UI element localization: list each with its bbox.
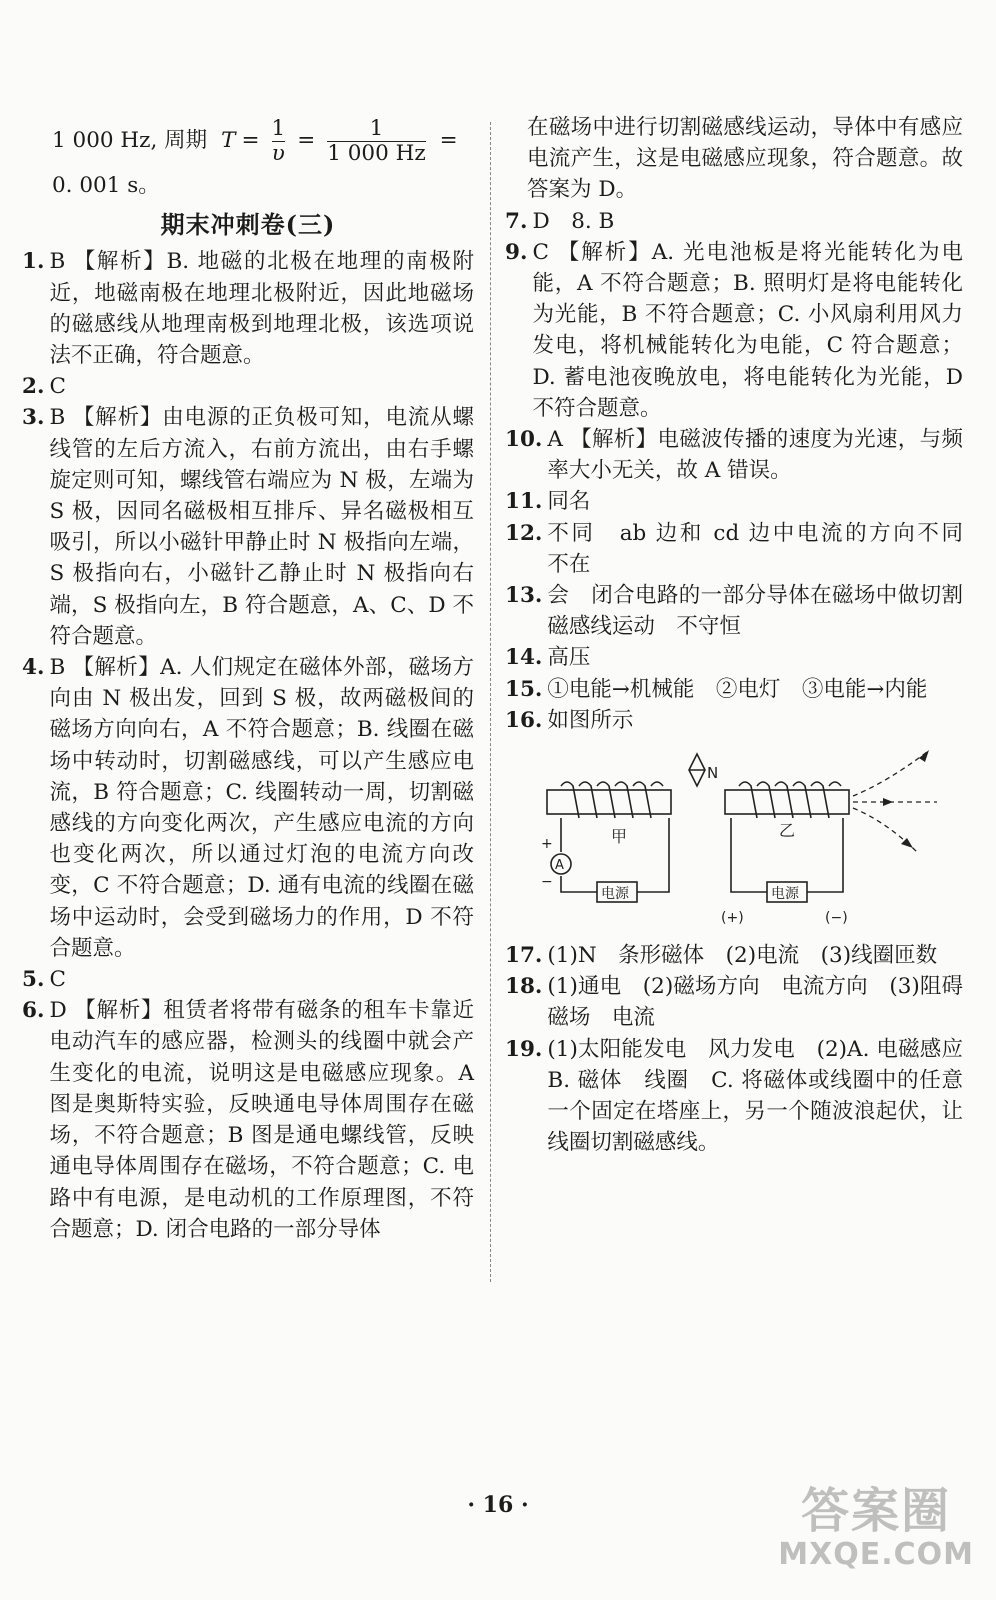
item-text: D 8. B (532, 208, 615, 234)
answer-item-7-8 (505, 206, 963, 237)
answer-item-17 (505, 940, 963, 971)
solenoid-left-core (547, 790, 671, 814)
watermark-logo (778, 1472, 974, 1572)
formula-line (22, 112, 474, 170)
fraction-one-over-frequency (327, 117, 425, 166)
item-number: 5. (22, 967, 45, 993)
answer-item-3 (22, 402, 474, 652)
item-text: (1)太阳能发电 风力发电 (2)A. 电磁感应 B. 磁体 线圈 C. 将磁体或线圈中的任意一个固定在塔座上，另一个随波浪起伏，让线圈切割磁感线。 (547, 1036, 985, 1156)
field-arrow-middle (883, 798, 893, 806)
item-number: 2. (22, 374, 45, 400)
fraction-1-denominator: υ (271, 140, 285, 166)
item-text: A 【解析】电磁波传播的速度为光速，与频率大小无关，故 A 错误。 (547, 427, 963, 484)
item-number: 14. (505, 645, 543, 671)
answer-item-18 (505, 971, 985, 1033)
item-text: 不同 ab 边和 cd 边中电流的方向不同 不在 (547, 520, 985, 577)
answer-item-6 (22, 995, 474, 1245)
positive-terminal-label: (+) (721, 910, 744, 927)
field-arrow-upper (919, 750, 929, 762)
answer-item-15 (505, 674, 963, 705)
field-arrow-lower (901, 838, 913, 848)
item-number: 9. (505, 239, 528, 265)
item-number: 17. (505, 943, 543, 969)
item-6-continuation: 在磁场中进行切割磁感线运动，导体中有感应电流产生，这是电磁感应现象，符合题意。故答案为 D。 (527, 115, 963, 203)
item-number: 18. (505, 974, 543, 1000)
watermark-url: MXQE.COM (778, 1537, 974, 1572)
answer-item-9 (505, 237, 963, 424)
page-number: · 16 · (467, 1492, 529, 1518)
compass-needle (689, 754, 705, 786)
right-column (505, 112, 985, 1158)
formula-equals-2: = (297, 128, 316, 154)
section-title: 期末冲刺卷(三) (160, 210, 336, 240)
field-line-upper (853, 752, 927, 796)
formula-lead: 1 000 Hz, 周期 (52, 128, 208, 154)
watermark-chinese: 答案圈 (801, 1483, 952, 1539)
compass-north-label: N (707, 764, 719, 783)
answer-item-10 (505, 424, 963, 486)
ammeter-a-label: A (555, 858, 564, 874)
formula-symbol-t: T (221, 128, 236, 154)
fraction-2-numerator: 1 (369, 115, 384, 141)
fraction-1-numerator: 1 (271, 115, 286, 141)
item-text: B 【解析】由电源的正负极可知，电流从螺线管的左后方流入，右前方流出，由右手螺旋定则可知，螺线管右端应为 N 极，左端为 S 极，因同名磁极相互排斥、异名磁极相互吸引，所以小磁针甲静止时 N 极指向左端，S 极指向右，小磁针乙静止时 N 极指向右端，S 极指向左，B 符合题意，A、C、D 不符合题意。 (49, 405, 474, 649)
fraction-2-denominator: 1 000 Hz (327, 140, 426, 166)
formula-equals-3: = (439, 128, 458, 154)
formula-equals-1: = (241, 128, 260, 154)
circuit-diagram (527, 742, 957, 932)
negative-terminal-label: (−) (825, 910, 848, 927)
item-text: 会 闭合电路的一部分导体在磁场中做切割磁感线运动 不守恒 (547, 583, 963, 640)
answer-item-12 (505, 518, 985, 580)
answer-item-5 (22, 964, 474, 995)
item-number: 13. (505, 583, 543, 609)
solenoid-right-coil (739, 782, 841, 818)
right-source-label: 电源 (771, 886, 799, 903)
answer-item-19 (505, 1034, 985, 1159)
item-number: 11. (505, 489, 543, 515)
item-number: 3. (22, 405, 45, 431)
item-text: C (49, 967, 66, 993)
answer-item-13 (505, 580, 963, 642)
item-number: 4. (22, 655, 45, 681)
item-text: D 【解析】租赁者将带有磁条的租车卡靠近电动汽车的感应器，检测头的线圈中就会产生变化的电流，说明这是电磁感应现象。A 图是奥斯特实验，反映通电导体周围存在磁场，不符合题意；B 图是通电螺线管，反映通电导体周围存在磁场，不符合题意；C. 电路中有电源，是电动机的工作原理图，不符合题意；D. 闭合电路的一部分导体 (49, 998, 474, 1242)
item-number: 12. (505, 520, 543, 546)
answer-item-4 (22, 652, 474, 964)
item-text: B 【解析】B. 地磁的北极在地理的南极附近，地磁南极在地理北极附近，因此地磁场的磁感线从地理南极到地理北极，该选项说法不正确，符合题意。 (49, 249, 474, 369)
ammeter-minus-label: − (541, 874, 553, 891)
item-number: 6. (22, 998, 45, 1024)
field-line-lower (853, 808, 919, 854)
answer-item-11 (505, 486, 963, 517)
solenoid-right-core (725, 790, 849, 814)
column-divider (490, 122, 491, 1282)
answer-item-2 (22, 371, 474, 402)
item-text: C 【解析】A. 光电池板是将光能转化为电能，A 不符合题意；B. 照明灯是将电能转化为光能，B 不符合题意；C. 小风扇利用风力发电，将机械能转化为电能，C 符合题意；D. 蓄电池夜晚放电，将电能转化为光能，D 不符合题意。 (532, 239, 963, 421)
formula-result: 0. 001 s。 (52, 173, 160, 198)
item-number: 16. (505, 707, 543, 733)
item-number: 15. (505, 676, 543, 702)
item-text: (1)通电 (2)磁场方向 电流方向 (3)阻碍 磁场 电流 (547, 974, 985, 1031)
item-text: 如图所示 (547, 707, 634, 733)
item-number: 10. (505, 427, 543, 453)
item-text: (1)N 条形磁体 (2)电流 (3)线圈匝数 (547, 943, 938, 969)
answer-item-1 (22, 246, 474, 371)
ammeter-plus-label: + (541, 836, 553, 853)
solenoid-jia-label: 甲 (611, 827, 628, 847)
answer-item-16 (505, 705, 963, 736)
item-text: 高压 (547, 645, 591, 671)
left-source-label: 电源 (601, 886, 629, 903)
item-text: 同名 (547, 489, 591, 515)
left-column (22, 112, 474, 1245)
item-text: B 【解析】A. 人们规定在磁体外部，磁场方向由 N 极出发，回到 S 极，故两磁极间的磁场方向向右，A 不符合题意；B. 线圈在磁场中转动时，切割磁感线，可以产生感应电流，B 符合题意；C. 线圈转动一周，切割磁感线的方向变化两次，产生感应电流的方向也变化两次，所以通过灯泡的电流方向改变，C 不符合题意；D. 通有电流的线圈在磁场中运动时，会受到磁场力的作用，D 不符合题意。 (49, 655, 474, 961)
item-number: 7. (505, 208, 528, 234)
item-text: C (49, 374, 66, 400)
solenoid-yi-label: 乙 (779, 821, 796, 841)
item-number: 1. (22, 249, 45, 275)
fraction-one-over-v (272, 117, 286, 166)
solenoid-circuit-figure (527, 742, 957, 932)
solenoid-left-coil (561, 782, 663, 818)
item-number: 19. (505, 1036, 543, 1062)
answer-item-14 (505, 642, 963, 673)
item-text: ①电能→机械能 ②电灯 ③电能→内能 (547, 676, 928, 702)
